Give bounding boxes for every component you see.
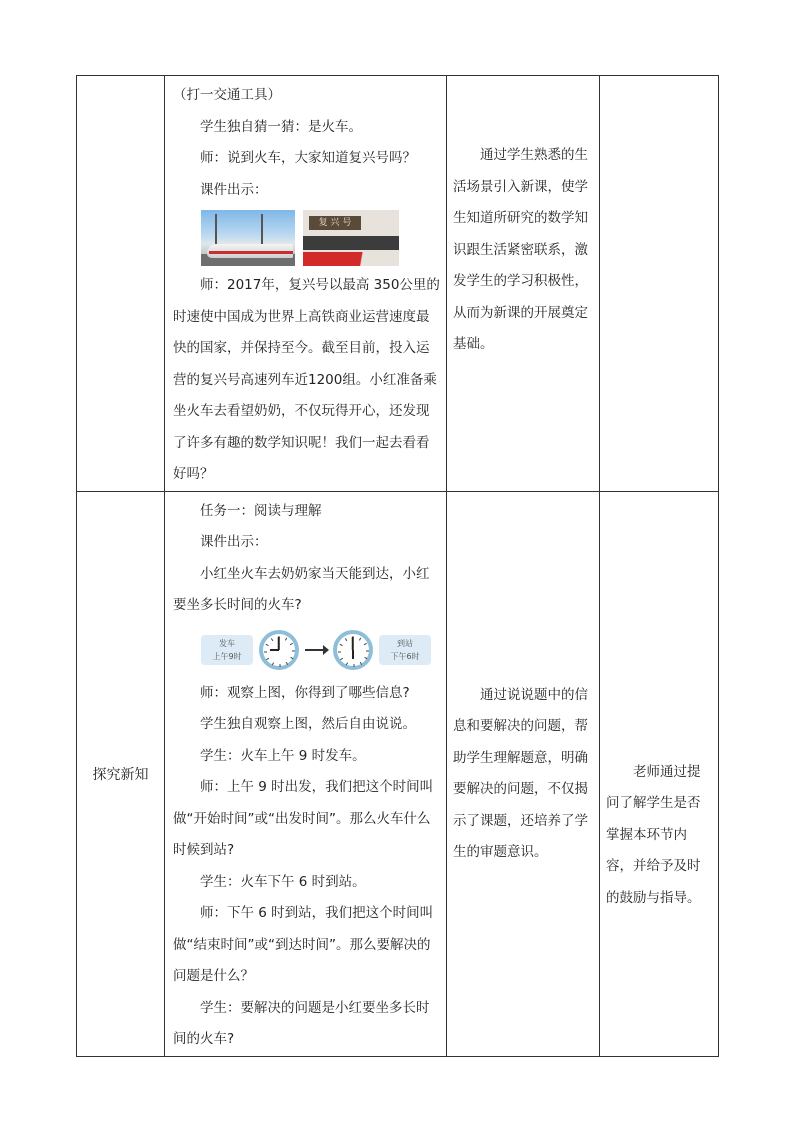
intent-text: 通过学生熟悉的生活场景引入新课，使学生知道所研究的数学知识跟生活紧密联系，激发学生的学习积极性，从而为新课的开展奠定基础。: [453, 147, 588, 352]
process-paragraph: 师：观察上图，你得到了哪些信息?: [200, 684, 410, 701]
departure-tag: 发车 上午9时: [201, 635, 253, 665]
stage-cell: [77, 76, 165, 492]
process-paragraph: 学生：要解决的问题是小红要坐多长时间的火车?: [173, 999, 430, 1047]
process-paragraph: 师：说到火车，大家知道复兴号吗？: [200, 150, 416, 166]
table-row: [77, 76, 719, 492]
process-paragraph: 课件出示：: [200, 534, 268, 550]
process-paragraph: 师：下午 6 时到站，我们把这个时间叫做“结束时间”或“到达时间”。那么要解决的问题是什么？: [173, 905, 434, 984]
design-intent-cell: [447, 76, 600, 492]
fuxing-train-photo: [201, 210, 295, 266]
intent-text: 通过说说题中的信息和要解决的问题，帮助学生理解题意，明确要解决的问题，不仅揭示了课题，还培养了学生的审题意识。: [453, 686, 588, 860]
teaching-process-cell: [165, 76, 447, 492]
arrival-tag: 到站 下午6时: [379, 635, 431, 665]
clock-icon: [259, 630, 299, 670]
arrow-right-icon: [305, 649, 327, 651]
process-paragraph: 小红坐火车去奶奶家当天能到达，小红要坐多长时间的火车?: [173, 565, 430, 613]
process-paragraph: 师：上午 9 时出发，我们把这个时间叫做“开始时间”或“出发时间”。那么火车什么时候到站?: [173, 779, 434, 858]
assessment-text: 老师通过提问了解学生是否掌握本环节内容，并给予及时的鼓励与指导。: [606, 763, 701, 906]
process-paragraph: 学生独自猜一猜：是火车。: [200, 118, 362, 135]
stage-cell: 探究新知: [77, 491, 165, 1056]
table-row: [77, 491, 719, 1056]
process-paragraph: 学生独自观察上图，然后自由说说。: [200, 716, 416, 732]
assessment-cell: [600, 491, 719, 1056]
process-paragraph: （打一交通工具）: [173, 87, 281, 103]
process-paragraph: 学生：火车上午 9 时发车。: [200, 747, 366, 764]
design-intent-cell: [447, 491, 600, 1056]
teaching-process-cell: [165, 491, 447, 1056]
clock-icon: [333, 630, 373, 670]
assessment-cell: [600, 76, 719, 492]
clock-diagram: [201, 628, 440, 672]
lesson-plan-table: [76, 75, 719, 1057]
courseware-images: [201, 210, 440, 266]
process-paragraph: 学生：火车下午 6 时到站。: [200, 873, 366, 890]
carriage-sign: 复 兴 号: [309, 216, 361, 230]
process-paragraph: 任务一：阅读与理解: [200, 502, 322, 519]
fuxing-carriage-photo: [303, 210, 399, 266]
process-paragraph: 师：2017年，复兴号以最高 350公里的时速使中国成为世界上高铁商业运营速度最快的国家，并保持至今。截至目前，投入运营的复兴号高速列车近1200组。小红准备乘坐火车去看望奶奶，不仅玩得开心，还发现了许多有趣的数学知识呢！我们一起去看看好吗？: [173, 277, 440, 482]
process-paragraph: 课件出示：: [200, 181, 268, 198]
